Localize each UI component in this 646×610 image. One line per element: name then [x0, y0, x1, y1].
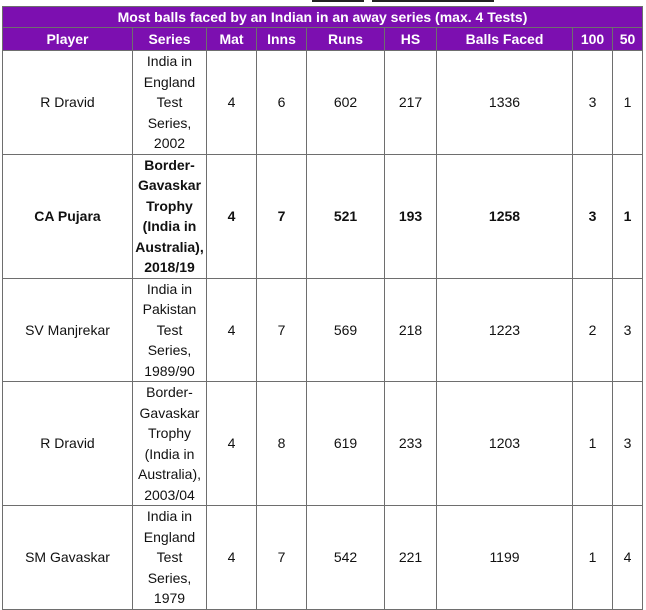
cell-balls-faced: 1258	[437, 154, 573, 278]
cell-series: Border-Gavaskar Trophy (India in Australia), 2003/04	[133, 382, 207, 506]
cell-series: India in England Test Series, 1979	[133, 506, 207, 610]
cell-runs: 569	[307, 278, 385, 382]
cell-runs: 619	[307, 382, 385, 506]
cell-50: 1	[613, 154, 643, 278]
column-header-player: Player	[3, 28, 133, 51]
table-row	[3, 278, 643, 382]
cell-50: 1	[613, 51, 643, 155]
cell-mat: 4	[207, 278, 257, 382]
cell-inns: 6	[257, 51, 307, 155]
cell-50: 3	[613, 278, 643, 382]
table-row	[3, 382, 643, 506]
table-row-highlighted	[3, 154, 643, 278]
cell-100: 2	[573, 278, 613, 382]
cell-player: R Dravid	[3, 382, 133, 506]
cell-inns: 8	[257, 382, 307, 506]
column-header-inns: Inns	[257, 28, 307, 51]
cell-balls-faced: 1199	[437, 506, 573, 610]
cell-inns: 7	[257, 154, 307, 278]
cell-player: SM Gavaskar	[3, 506, 133, 610]
cell-inns: 7	[257, 278, 307, 382]
cell-hs: 233	[385, 382, 437, 506]
table-row	[3, 51, 643, 155]
top-underline-a	[312, 0, 364, 2]
table-title: Most balls faced by an Indian in an away series (max. 4 Tests)	[3, 7, 643, 28]
column-header-balls-faced: Balls Faced	[437, 28, 573, 51]
cell-100: 1	[573, 506, 613, 610]
cell-player: CA Pujara	[3, 154, 133, 278]
cell-balls-faced: 1203	[437, 382, 573, 506]
cell-mat: 4	[207, 154, 257, 278]
cell-mat: 4	[207, 506, 257, 610]
column-header-50: 50	[613, 28, 643, 51]
cell-series: India in Pakistan Test Series, 1989/90	[133, 278, 207, 382]
cell-mat: 4	[207, 51, 257, 155]
cell-100: 3	[573, 154, 613, 278]
cell-50: 4	[613, 506, 643, 610]
cell-100: 3	[573, 51, 613, 155]
cell-balls-faced: 1223	[437, 278, 573, 382]
cell-player: R Dravid	[3, 51, 133, 155]
cell-inns: 7	[257, 506, 307, 610]
column-header-hs: HS	[385, 28, 437, 51]
column-header-mat: Mat	[207, 28, 257, 51]
cell-mat: 4	[207, 382, 257, 506]
cell-series: Border-Gavaskar Trophy (India in Australia), 2018/19	[133, 154, 207, 278]
cell-series: India in England Test Series, 2002	[133, 51, 207, 155]
cell-runs: 542	[307, 506, 385, 610]
cell-runs: 521	[307, 154, 385, 278]
cell-50: 3	[613, 382, 643, 506]
cell-hs: 193	[385, 154, 437, 278]
header-row	[3, 28, 643, 51]
cell-hs: 221	[385, 506, 437, 610]
top-underline-b	[372, 0, 494, 2]
cell-hs: 218	[385, 278, 437, 382]
column-header-series: Series	[133, 28, 207, 51]
cell-balls-faced: 1336	[437, 51, 573, 155]
cell-runs: 602	[307, 51, 385, 155]
balls-faced-table	[2, 6, 643, 610]
table-row	[3, 506, 643, 610]
cell-100: 1	[573, 382, 613, 506]
cell-hs: 217	[385, 51, 437, 155]
column-header-100: 100	[573, 28, 613, 51]
column-header-runs: Runs	[307, 28, 385, 51]
cell-player: SV Manjrekar	[3, 278, 133, 382]
